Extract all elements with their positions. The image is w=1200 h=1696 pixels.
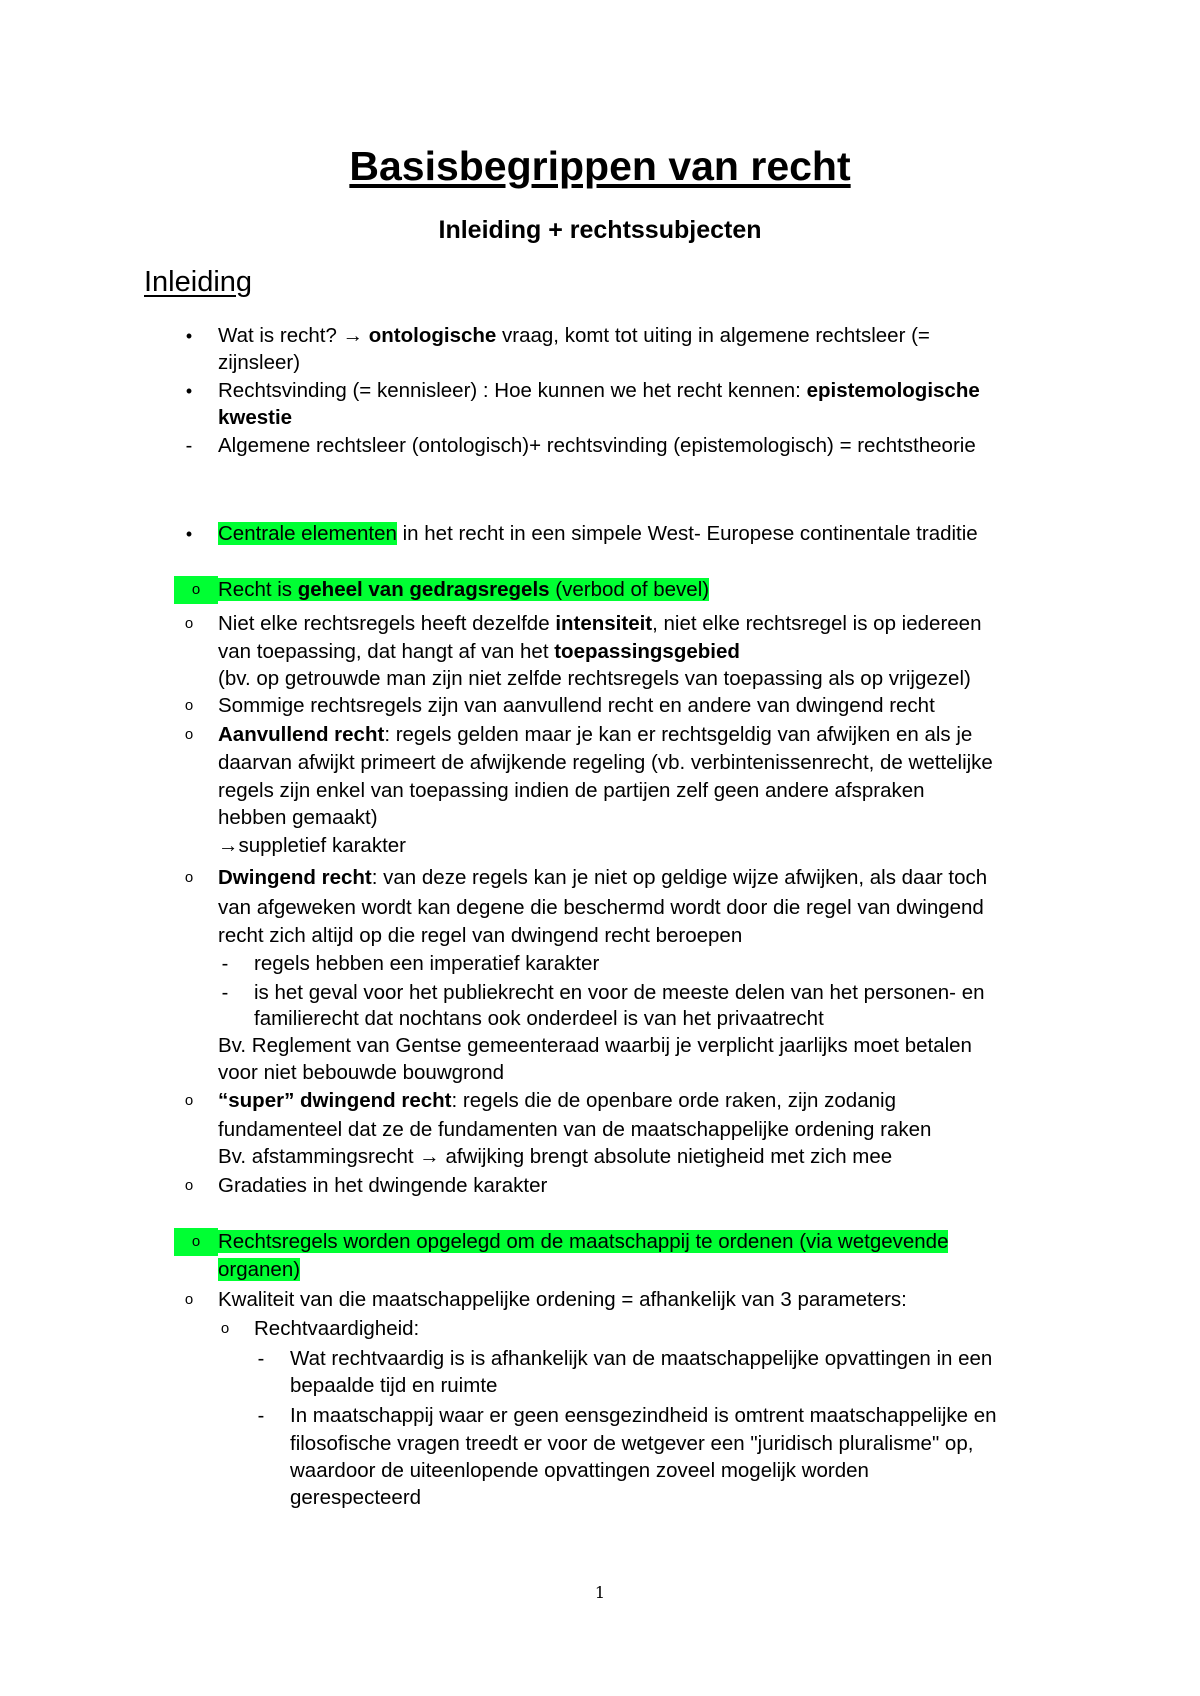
- list-item: Aanvullend recht: regels gelden maar je kan er rechtsgeldig van afwijken en als je: [218, 723, 973, 746]
- highlighted-text: organen): [218, 1258, 301, 1281]
- list-item-continuation: Bv. Reglement van Gentse gemeenteraad waarbij je verplicht jaarlijks moet betalen: [218, 1034, 972, 1057]
- sub-sub-list-item-continuation: waardoor de uiteenlopende opvattingen zoveel mogelijk worden: [290, 1459, 869, 1482]
- circle-marker: o: [220, 1320, 230, 1337]
- dash-marker: -: [185, 435, 193, 457]
- list-item: Wat is recht? → ontologische vraag, komt tot uiting in algemene rechtsleer (=: [218, 324, 930, 347]
- list-item-continuation: [218, 1256, 300, 1284]
- arrow-icon: →: [342, 324, 364, 347]
- highlighted-text: Rechtsregels worden opgelegd om de maatschappij te ordenen (via wetgevende: [218, 1230, 949, 1253]
- bullet-marker: •: [185, 326, 193, 346]
- list-item: Algemene rechtsleer (ontologisch)+ rechtsvinding (epistemologisch) = rechtstheorie: [218, 434, 976, 457]
- list-item: Recht is geheel van gedragsregels (verbod of bevel): [218, 578, 710, 601]
- dash-marker: -: [257, 1405, 265, 1427]
- highlighted-text: Centrale elementen: [218, 522, 397, 545]
- list-item: “super” dwingend recht: regels die de openbare orde raken, zijn zodanig: [218, 1089, 896, 1112]
- arrow-icon: →: [419, 1145, 440, 1168]
- list-item-continuation: van afgeweken wordt kan degene die beschermd wordt door die regel van dwingend: [218, 896, 984, 919]
- document-title: Basisbegrippen van recht: [349, 143, 851, 189]
- circle-marker: o: [184, 1291, 194, 1308]
- circle-marker: o: [174, 576, 218, 604]
- list-item-continuation: recht zich altijd op die regel van dwingend recht beroepen: [218, 924, 743, 947]
- sub-sub-list-item-continuation: filosofische vragen treedt er voor de wetgever een "juridisch pluralisme" op,: [290, 1432, 974, 1455]
- list-item-continuation: voor niet bebouwde bouwgrond: [218, 1061, 505, 1084]
- circle-marker: o: [184, 1177, 194, 1194]
- list-item: Dwingend recht: van deze regels kan je niet op geldige wijze afwijken, als daar toch: [218, 866, 988, 889]
- sub-list-item: is het geval voor het publiekrecht en voor de meeste delen van het personen- en: [254, 981, 985, 1004]
- sub-sub-list-item: Wat rechtvaardig is is afhankelijk van de maatschappelijke opvattingen in een: [290, 1347, 993, 1370]
- document-subtitle: Inleiding + rechtssubjecten: [438, 216, 762, 244]
- circle-marker: o: [184, 1092, 194, 1109]
- list-item-continuation: →suppletief karakter: [218, 834, 407, 857]
- bullet-marker: •: [185, 524, 193, 544]
- list-item: Sommige rechtsregels zijn van aanvullend recht en andere van dwingend recht: [218, 694, 935, 717]
- circle-marker: o: [184, 869, 194, 886]
- list-item-continuation: Bv. afstammingsrecht → afwijking brengt absolute nietigheid met zich mee: [218, 1145, 893, 1168]
- sub-sub-list-item-continuation: gerespecteerd: [290, 1486, 422, 1509]
- arrow-icon: →: [218, 834, 239, 857]
- list-item-continuation: zijnsleer): [218, 351, 301, 374]
- list-item: Niet elke rechtsregels heeft dezelfde intensiteit, niet elke rechtsregel is op iedereen: [218, 612, 982, 635]
- list-item-continuation: van toepassing, dat hangt af van het toepassingsgebied: [218, 640, 740, 663]
- dash-marker: -: [257, 1348, 265, 1370]
- circle-marker: o: [184, 726, 194, 743]
- circle-marker: o: [184, 615, 194, 632]
- sub-list-item: Rechtvaardigheid:: [254, 1317, 420, 1340]
- list-item-continuation: kwestie: [218, 406, 293, 429]
- list-item-continuation: (bv. op getrouwde man zijn niet zelfde rechtsregels van toepassing als op vrijgezel): [218, 667, 971, 690]
- section-heading-inleiding: Inleiding: [144, 266, 253, 298]
- sub-list-item-continuation: familierecht dat nochtans ook onderdeel is van het privaatrecht: [254, 1007, 824, 1030]
- dash-marker: -: [221, 982, 229, 1004]
- circle-marker: o: [174, 1228, 218, 1256]
- list-item: Kwaliteit van die maatschappelijke ordening = afhankelijk van 3 parameters:: [218, 1288, 907, 1311]
- list-item: Centrale elementen in het recht in een simpele West- Europese continentale traditie: [218, 522, 978, 545]
- list-item: [218, 1228, 948, 1256]
- list-item-continuation: daarvan afwijkt primeert de afwijkende regeling (vb. verbintenissenrecht, de wettelijke: [218, 751, 993, 774]
- list-item-continuation: hebben gemaakt): [218, 806, 378, 829]
- sub-list-item: regels hebben een imperatief karakter: [254, 952, 600, 975]
- dash-marker: -: [221, 953, 229, 975]
- list-item-continuation: fundamenteel dat ze de fundamenten van de maatschappelijke ordening raken: [218, 1118, 932, 1141]
- list-item: Rechtsvinding (= kennisleer) : Hoe kunnen we het recht kennen: epistemologische: [218, 379, 980, 402]
- sub-sub-list-item-continuation: bepaalde tijd en ruimte: [290, 1374, 498, 1397]
- sub-sub-list-item: In maatschappij waar er geen eensgezindheid is omtrent maatschappelijke en: [290, 1404, 997, 1427]
- page-number: 1: [594, 1583, 606, 1602]
- circle-marker: o: [184, 697, 194, 714]
- bullet-marker: •: [185, 381, 193, 401]
- list-item-continuation: regels zijn enkel van toepassing indien de partijen zelf geen andere afspraken: [218, 779, 925, 802]
- list-item: Gradaties in het dwingende karakter: [218, 1174, 548, 1197]
